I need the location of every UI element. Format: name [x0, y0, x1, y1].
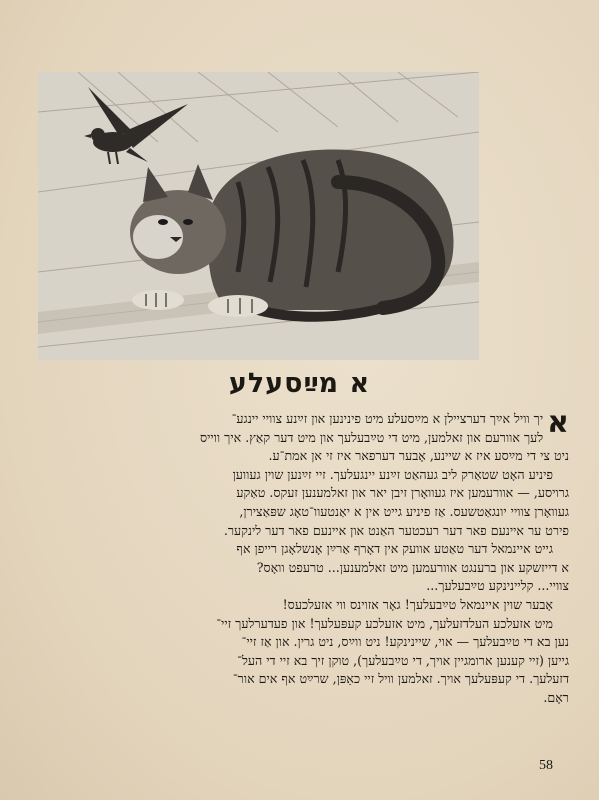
text-line: נען בא די טײַבעלעך — אוי, שיינינקע! ניט ווײַס, ניט גרין. און אַז זיי־ [241, 634, 569, 650]
text-line: גייט איינמאל דער טאַטע אוועק אין דאָרף אַרײַן אָנשלאָגן רייפן אף [236, 541, 553, 557]
text-line: געוואָרן צוויי יונגאַטשעס. אַז פיניע גייט אין א יאַנטעוו־טאָג שפּאַצירן, [239, 503, 569, 519]
text-line: גרויסע, — אוורעמען איז געוואָרן זיבן יאר און זאלמענען זעקס. טאַקע [236, 485, 569, 501]
text-line: גייען (זיי קענען ארומגיין אויך, די טײַבעלעך), טוקן זיך בא זיי די העל־ [237, 652, 569, 668]
page-number: 58 [539, 758, 553, 773]
cat-and-bird-illustration [38, 72, 479, 360]
text-line: דזעלעך. די קעפּעלעך אויך. זאלמען וויל זיי כאַפּן, שרײַט אף אים אור־ [232, 671, 569, 687]
text-line: א דייזשקע און ברענגט אוורעמען מיט זאלמענען... טרעפט וואָס? [256, 559, 569, 575]
story-text [30, 405, 569, 708]
text-line: ראָם. [543, 689, 569, 705]
text-line: מיט אזעלכע העלדזעלעך, מיט אזעלכע קעפּעלעך! און פעדערלעך זיי־ [216, 615, 553, 631]
text-line: יך וויל אײַך דערציילן א מײַסעלע מיט פינינען און זײַנע צוויי יינגע־ [231, 411, 544, 426]
text-line: פיניע האָט שטאַרק ליב געהאַט זײַנע יינגעלעך. זיי זײַנען שוין געווען [232, 466, 553, 482]
story-title: א מײַסעלע [228, 368, 371, 399]
text-line: פירט ער איינעם פאר דער רעכטער האַנט און איינעם פאר דער לינקער. [223, 522, 569, 538]
text-line: לעך אוורעם און זאלמען, מיט די טײַבעלעך און מיט דער קאַץ. איך ווייס [199, 429, 544, 445]
drop-cap: א [547, 405, 569, 440]
text-line: אָבער שוין איינמאל טײַבעלעך! גאָר אזוינס ווי אזעלכעס! [282, 596, 553, 612]
text-line: ניט צי די מײַסע איז א שיינע, אָבער דערפאר איז זי אן אמת־ע. [268, 448, 569, 464]
text-line: צוויי... קליינינקע טײַבעלעך... [426, 578, 569, 594]
